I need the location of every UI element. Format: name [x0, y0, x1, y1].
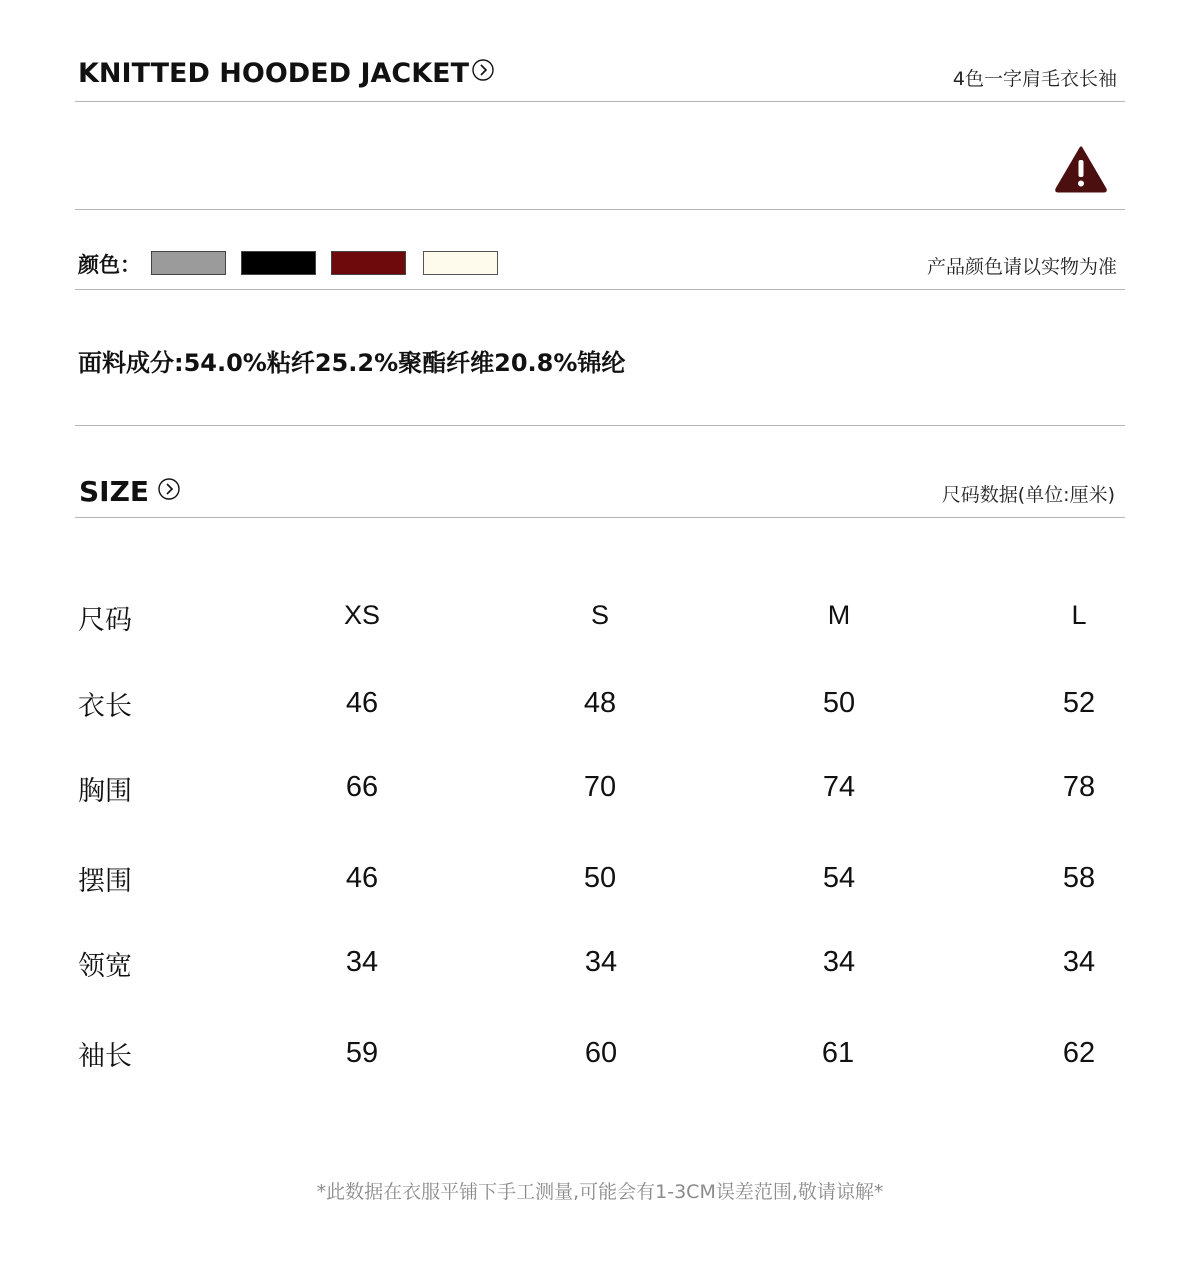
measurement-footnote: *此数据在衣服平铺下手工测量,可能会有1-3CM误差范围,敬请谅解* — [316, 1181, 884, 1203]
size-col-s: S — [590, 600, 609, 630]
table-row-label: 胸围 — [78, 776, 132, 807]
color-note: 产品颜色请以实物为准 — [926, 256, 1117, 278]
size-col-l: L — [1071, 600, 1087, 630]
table-cell: 46 — [345, 862, 379, 894]
table-cell: 70 — [583, 771, 617, 803]
table-cell: 61 — [821, 1037, 855, 1069]
color-swatch-burgundy[interactable] — [331, 251, 406, 275]
warning-triangle-icon — [1054, 145, 1108, 197]
divider — [75, 101, 1125, 102]
table-cell: 50 — [583, 862, 617, 894]
table-cell: 66 — [345, 771, 379, 803]
table-cell: 46 — [345, 687, 379, 719]
divider — [75, 425, 1125, 426]
table-cell: 59 — [345, 1037, 379, 1069]
colors-label: 颜色： — [78, 253, 141, 277]
table-cell: 60 — [584, 1037, 618, 1069]
size-header-label: 尺码 — [78, 605, 132, 636]
table-row-label: 领宽 — [78, 951, 132, 982]
table-row-label: 衣长 — [78, 691, 132, 722]
table-row-label: 袖长 — [78, 1041, 132, 1072]
size-col-m: M — [827, 600, 851, 630]
color-swatch-cream[interactable] — [423, 251, 498, 275]
product-subtitle: 4色一字肩毛衣长袖 — [952, 68, 1117, 90]
chevron-right-circle-icon — [157, 475, 181, 508]
table-cell: 34 — [1062, 946, 1096, 978]
table-cell: 58 — [1062, 862, 1096, 894]
color-swatch-gray[interactable] — [151, 251, 226, 275]
table-cell: 50 — [822, 687, 856, 719]
table-cell: 54 — [822, 862, 856, 894]
size-section-title — [79, 475, 181, 508]
table-cell: 52 — [1062, 687, 1096, 719]
table-cell: 74 — [822, 771, 856, 803]
size-col-xs: XS — [343, 600, 381, 630]
divider — [75, 209, 1125, 210]
fabric-composition: 面料成分:54.0%粘纤25.2%聚酯纤维20.8%锦纶 — [78, 349, 626, 377]
size-unit-note: 尺码数据(单位:厘米) — [941, 484, 1115, 506]
product-title-text: KNITTED HOODED JACKET — [78, 58, 469, 89]
chevron-right-circle-icon — [471, 58, 495, 89]
size-title-text: SIZE — [79, 475, 150, 508]
table-cell: 62 — [1062, 1037, 1096, 1069]
table-row-label: 摆围 — [78, 866, 132, 897]
color-swatch-black[interactable] — [241, 251, 316, 275]
divider — [75, 517, 1125, 518]
table-cell: 34 — [345, 946, 379, 978]
divider — [75, 289, 1125, 290]
table-cell: 34 — [822, 946, 856, 978]
table-cell: 34 — [584, 946, 618, 978]
table-cell: 78 — [1062, 771, 1096, 803]
table-cell: 48 — [583, 687, 617, 719]
product-title — [78, 58, 495, 89]
